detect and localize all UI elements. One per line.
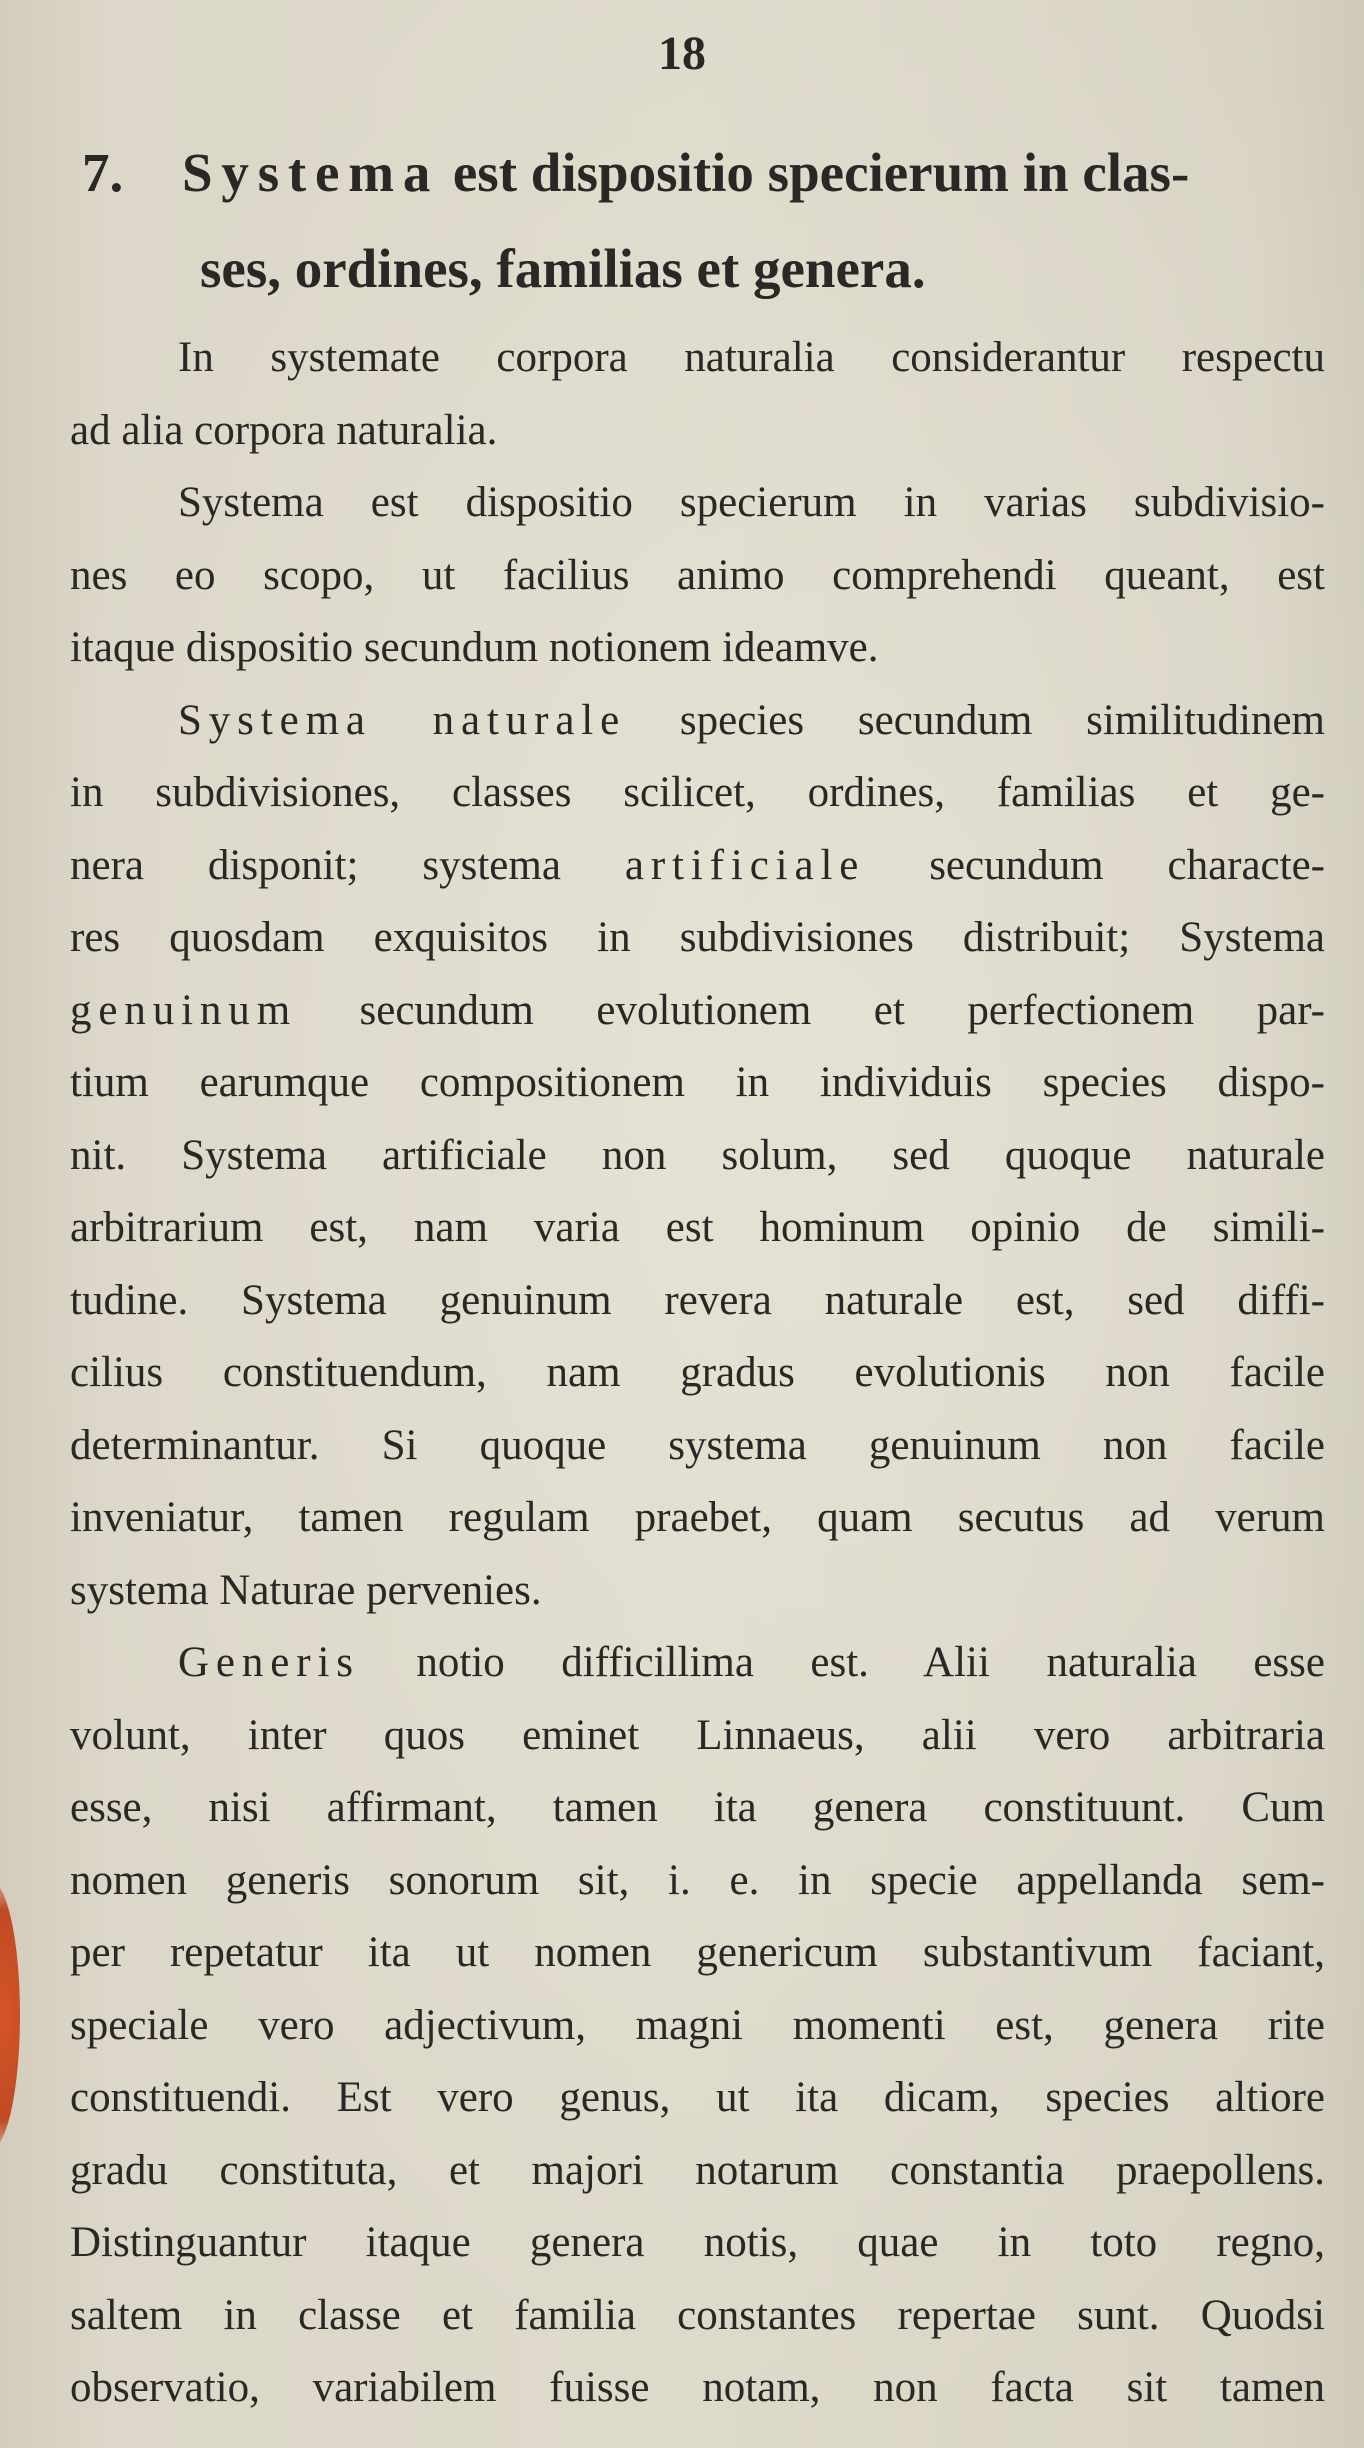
spaced-term: artificiale bbox=[624, 841, 866, 889]
text-fragment: notio difficillima est. Alii naturalia esse bbox=[359, 1639, 1325, 1686]
spaced-term: genuinum bbox=[70, 986, 298, 1034]
text-line: cilius constituendum, nam gradus evolutionis non facile bbox=[70, 1349, 1325, 1396]
text-line: determinantur. Si quoque systema genuinum non facile bbox=[70, 1421, 1325, 1469]
text-line: gradu constituta, et majori notarum constantia praepollens. bbox=[70, 2146, 1325, 2194]
text-line: saltem in classe et familia constantes repertae sunt. Quodsi bbox=[70, 2291, 1325, 2339]
text-line: esse, nisi affirmant, tamen ita genera constituunt. Cum bbox=[70, 1784, 1325, 1831]
page-number: 18 bbox=[658, 27, 706, 80]
text-line: In systemate corpora naturalia considerantur respectu bbox=[178, 334, 1325, 381]
text-line bbox=[70, 975, 1325, 1048]
text-line: Systema est dispositio specierum in varias subdivisio- bbox=[178, 479, 1325, 526]
text-fragment: secundum characte- bbox=[865, 841, 1325, 889]
text-line: tudine. Systema genuinum revera naturale est, sed diffi- bbox=[70, 1276, 1325, 1324]
text-line: speciale vero adjectivum, magni momenti est, genera rite bbox=[70, 2001, 1325, 2049]
text-line: systema Naturae pervenies. bbox=[70, 1566, 542, 1614]
text-line: observatio, variabilem fuisse notam, non facta sit tamen bbox=[70, 2364, 1325, 2411]
text-fragment: secundum evolutionem et perfectionem par- bbox=[297, 986, 1325, 1034]
text-line: ad alia corpora naturalia. bbox=[70, 406, 498, 454]
text-line: volunt, inter quos eminet Linnaeus, alii vero arbitraria bbox=[70, 1711, 1325, 1759]
text-fragment: species secundum similitudinem bbox=[626, 696, 1325, 744]
text-line bbox=[70, 685, 1325, 758]
text-line: nit. Systema artificiale non solum, sed quoque naturale bbox=[70, 1131, 1325, 1179]
heading-line-1-text: est dispositio specierum in clas- bbox=[439, 142, 1190, 203]
body-text bbox=[70, 322, 1325, 2425]
heading-spaced-term: Systema bbox=[182, 142, 440, 203]
text-line: itaque dispositio secundum notionem ideamve. bbox=[70, 624, 879, 671]
spaced-term: Generis bbox=[178, 1639, 360, 1686]
text-line: arbitrarium est, nam varia est hominum opinio de simili- bbox=[70, 1204, 1325, 1251]
text-line: constituendi. Est vero genus, ut ita dicam, species altiore bbox=[70, 2074, 1325, 2121]
text-line: inveniatur, tamen regulam praebet, quam secutus ad verum bbox=[70, 1494, 1325, 1541]
section-heading bbox=[82, 125, 1342, 317]
text-line bbox=[70, 1627, 1325, 1700]
heading-line-2: ses, ordines, familias et genera. bbox=[200, 238, 926, 299]
page-edge-stain bbox=[0, 1880, 20, 2150]
text-line: tium earumque compositionem in individuis species dispo- bbox=[70, 1059, 1325, 1106]
text-line bbox=[70, 830, 1325, 903]
text-fragment: nera disponit; systema bbox=[70, 841, 625, 889]
text-line: per repetatur ita ut nomen genericum substantivum faciant, bbox=[70, 1929, 1325, 1976]
spaced-term: Systema naturale bbox=[178, 696, 627, 744]
section-number: 7. bbox=[82, 142, 124, 203]
text-line: nes eo scopo, ut facilius animo comprehendi queant, est bbox=[70, 551, 1325, 599]
text-line: res quosdam exquisitos in subdivisiones distribuit; Systema bbox=[70, 914, 1325, 961]
heading-line-1 bbox=[82, 125, 1342, 221]
text-line: nomen generis sonorum sit, i. e. in specie appellanda sem- bbox=[70, 1856, 1325, 1904]
text-line: Distinguantur itaque genera notis, quae in toto regno, bbox=[70, 2219, 1325, 2266]
text-line: in subdivisiones, classes scilicet, ordines, familias et ge- bbox=[70, 769, 1325, 816]
